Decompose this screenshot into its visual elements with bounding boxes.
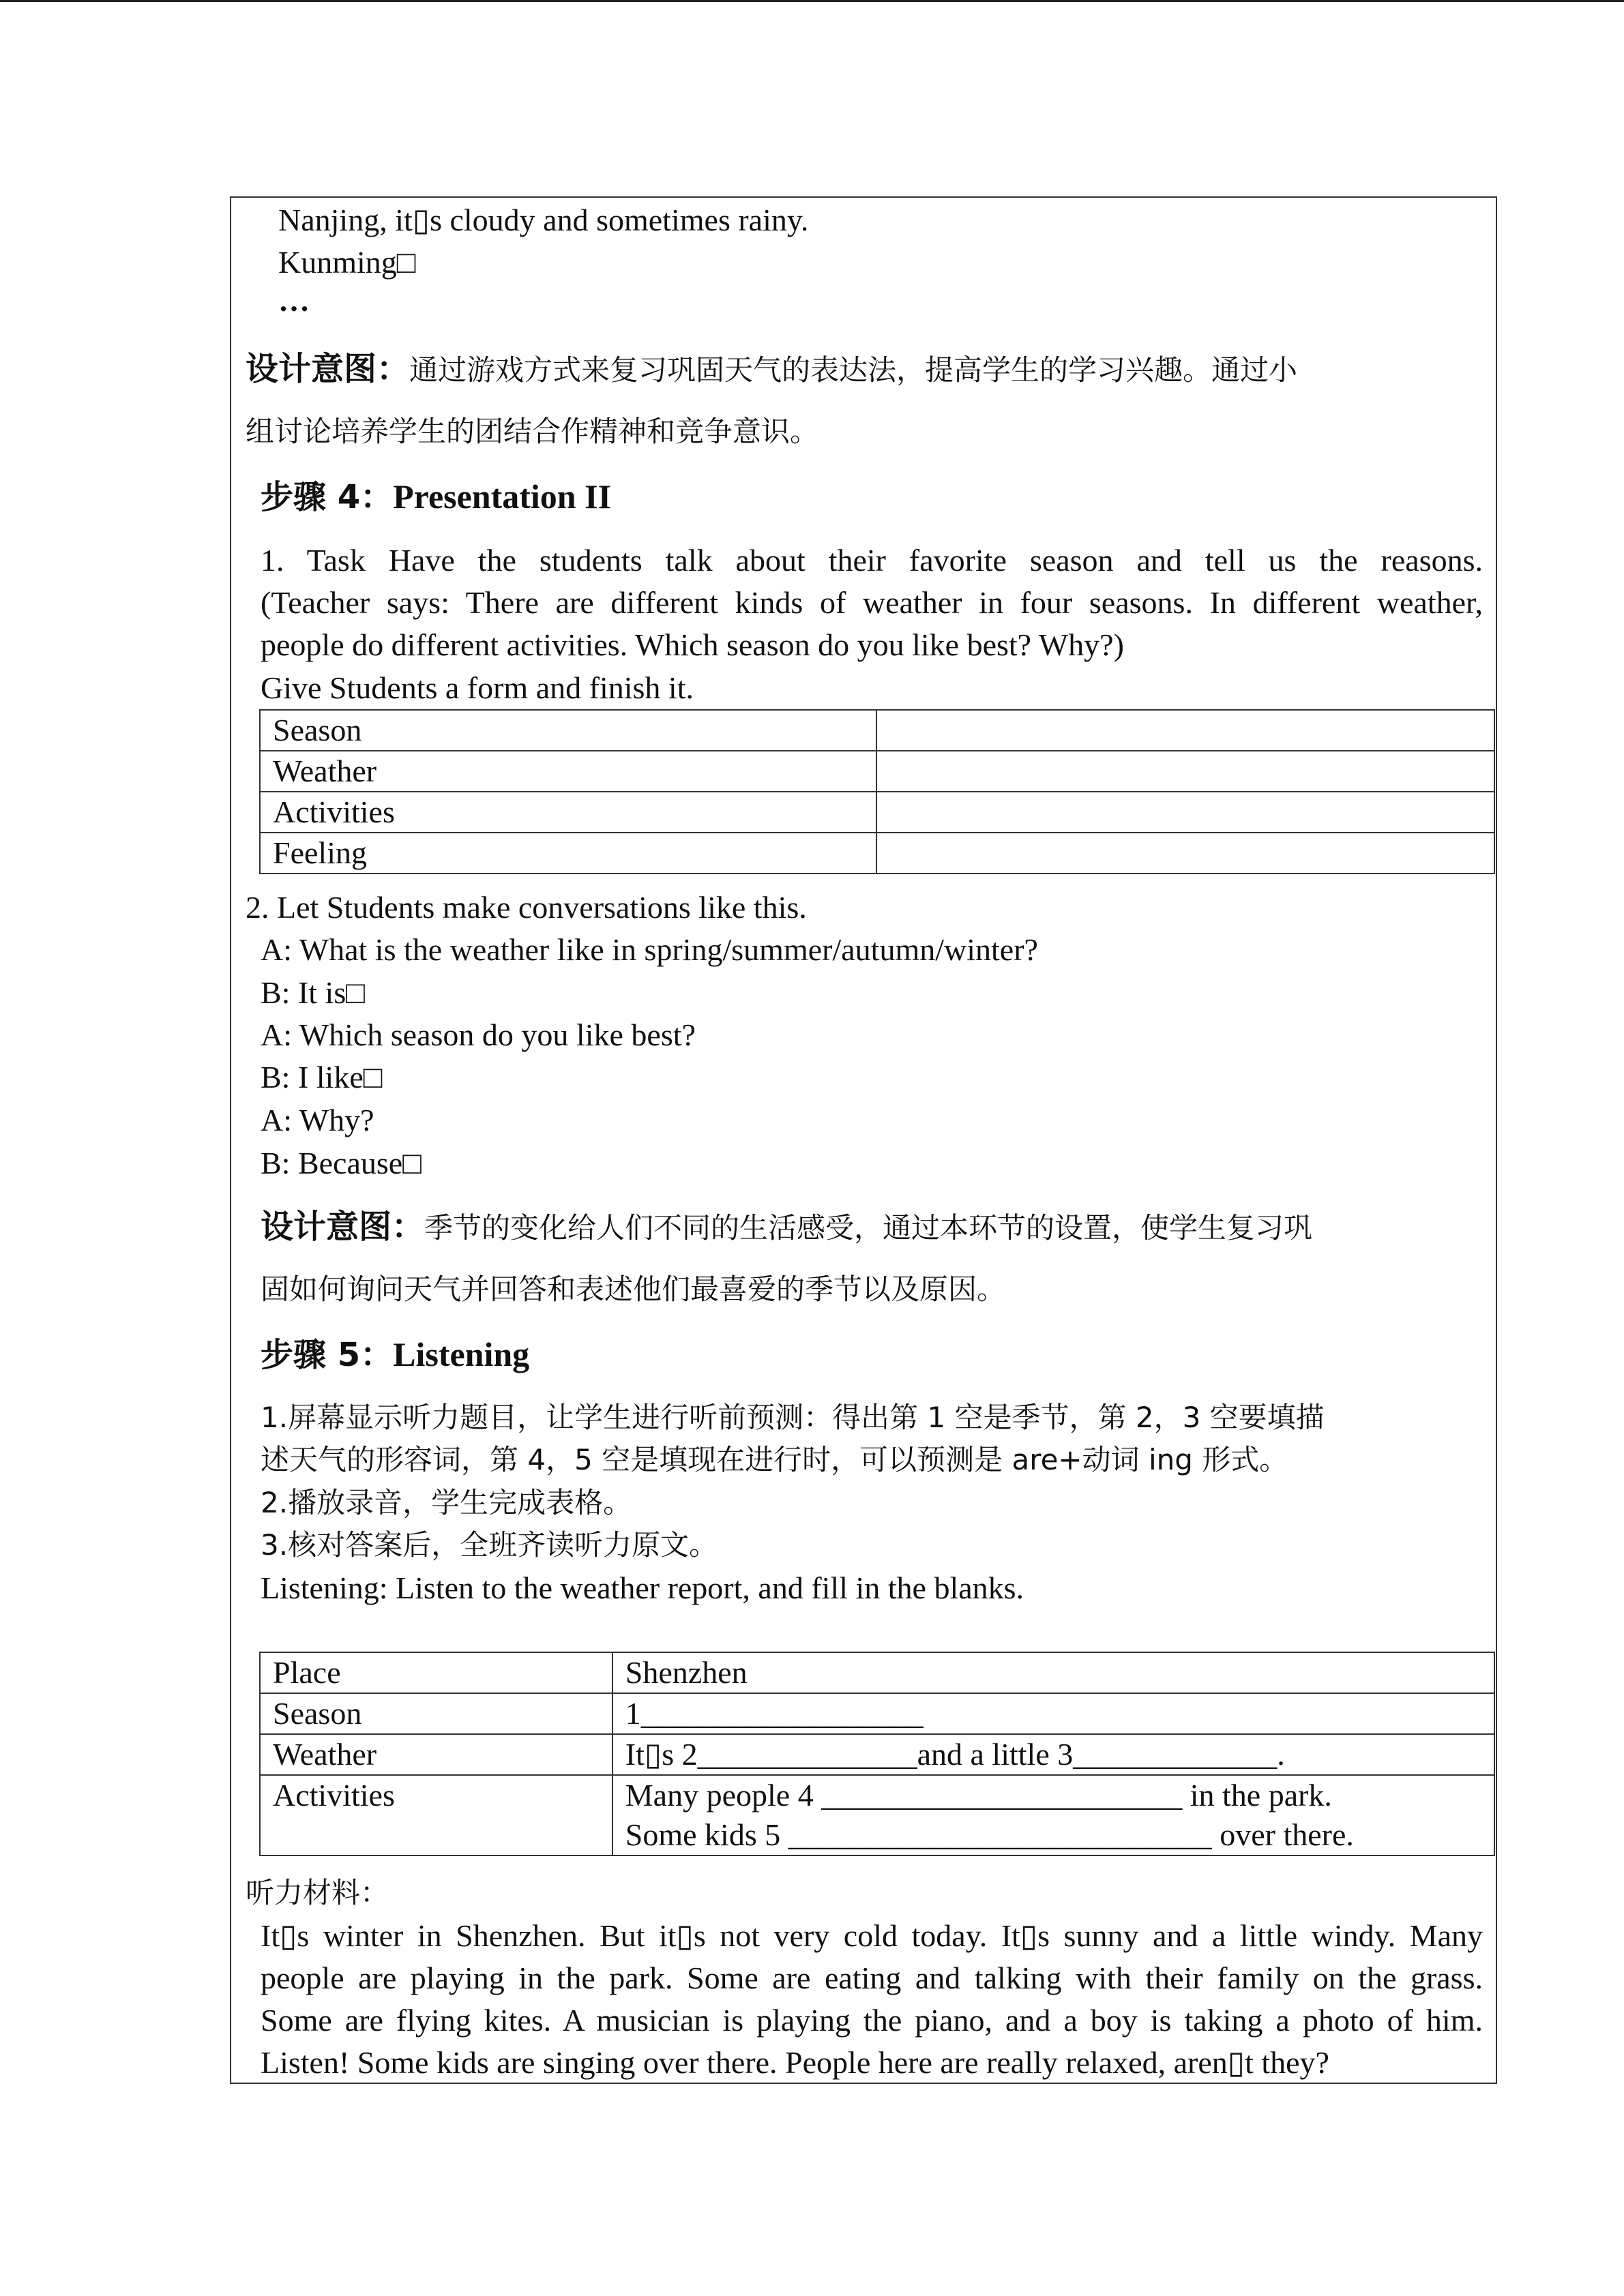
step5-step-line4: 3.核对答案后，全班齐读听力原文。	[261, 1528, 718, 1562]
table-row	[260, 1734, 1494, 1775]
material-line-2: people are playing in the park. Some are eating and talking with their family on the grass.	[261, 1960, 1483, 1995]
material-line-4: Listen! Some kids are singing over there. People here are really relaxed, aren▯t they?	[261, 2045, 1329, 2080]
form-blank-weather[interactable]	[876, 751, 1494, 792]
conversation-line-4: B: I like□	[261, 1060, 383, 1094]
conversation-line-3: A: Which season do you like best?	[261, 1017, 696, 1052]
step4-form-intro: Give Students a form and finish it.	[261, 670, 694, 705]
table-row	[260, 792, 1494, 833]
form-label-weather: Weather	[260, 751, 876, 792]
table-row	[260, 751, 1494, 792]
form-blank-activities[interactable]	[876, 792, 1494, 833]
intro-line-kunming: Kunming□	[278, 245, 416, 280]
form-label-feeling: Feeling	[260, 833, 876, 874]
design-intent-1-text1: 通过游戏方式来复习巩固天气的表达法，提高学生的学习兴趣。通过小	[409, 353, 1298, 387]
listening-table	[259, 1652, 1495, 1856]
table-row	[260, 833, 1494, 874]
step4-task-line3: people do different activities. Which season do you like best? Why?)	[261, 627, 1124, 662]
conversation-line-2: B: It is□	[261, 975, 366, 1010]
listening-label-place: Place	[260, 1652, 612, 1693]
conversation-line-1: A: What is the weather like in spring/summer/autumn/winter?	[261, 932, 1038, 967]
table-row	[260, 1652, 1494, 1693]
intro-line-ellipsis: …	[278, 283, 310, 318]
step5-step-line3: 2.播放录音，学生完成表格。	[261, 1486, 632, 1519]
material-line-1: It▯s winter in Shenzhen. But it▯s not very cold today. It▯s sunny and a little windy. Many	[261, 1918, 1483, 1953]
step5-heading-en: Listening	[393, 1335, 530, 1373]
design-intent-2-text1: 季节的变化给人们不同的生活感受，通过本环节的设置，使学生复习巩	[424, 1211, 1313, 1244]
design-intent-2-line2: 固如何询问天气并回答和表述他们最喜爱的季节以及原因。	[261, 1272, 1006, 1306]
material-line-3: Some are flying kites. A musician is playing the piano, and a boy is taking a photo of him.	[261, 2003, 1483, 2038]
step4-conversation-intro: 2. Let Students make conversations like this.	[246, 890, 807, 925]
step4-heading-en: Presentation II	[393, 477, 612, 516]
table-row	[260, 1775, 1494, 1855]
step4-task-line2: (Teacher says: There are different kinds of weather in four seasons. In different weather,	[261, 585, 1483, 620]
form-blank-feeling[interactable]	[876, 833, 1494, 874]
listening-label-season: Season	[260, 1693, 612, 1734]
page-top-rule	[0, 0, 1624, 2]
form-label-activities: Activities	[260, 792, 876, 833]
step5-heading-cn: 步骤 5：	[261, 1336, 394, 1374]
form-blank-season[interactable]	[876, 710, 1494, 751]
step5-step-line2: 述天气的形容词，第 4，5 空是填现在进行时，可以预测是 are+动词 ing 形式。	[261, 1443, 1288, 1476]
design-intent-2-line1	[261, 1207, 1312, 1248]
form-label-season: Season	[260, 710, 876, 751]
step5-heading	[261, 1335, 529, 1375]
step4-task-line1: 1. Task Have the students talk about their favorite season and tell us the reasons.	[261, 543, 1483, 578]
design-intent-1-line1	[246, 349, 1297, 390]
listening-value-place: Shenzhen	[612, 1652, 1494, 1693]
listening-blank-weather[interactable]: It▯s 2______________and a little 3_____________.	[612, 1734, 1494, 1775]
conversation-line-5: A: Why?	[261, 1103, 374, 1137]
table-row	[260, 710, 1494, 751]
activities-line-2: Some kids 5 ___________________________ over there.	[625, 1817, 1354, 1852]
material-label: 听力材料：	[246, 1876, 389, 1909]
design-intent-1-line2: 组讨论培养学生的团结合作精神和竞争意识。	[246, 415, 819, 448]
design-intent-2-label: 设计意图：	[261, 1208, 425, 1246]
listening-blank-season[interactable]: 1__________________	[612, 1693, 1494, 1734]
step4-heading-cn: 步骤 4：	[261, 478, 394, 516]
step4-heading	[261, 477, 611, 518]
listening-blank-activities[interactable]	[612, 1775, 1494, 1855]
step5-step-line1: 1.屏幕显示听力题目，让学生进行听前预测：得出第 1 空是季节，第 2，3 空要填描	[261, 1401, 1325, 1434]
intro-line-nanjing: Nanjing, it▯s cloudy and sometimes rainy.	[278, 203, 809, 237]
activities-line-1: Many people 4 _______________________ in the park.	[625, 1778, 1332, 1813]
season-form-table	[259, 709, 1495, 874]
listening-intro: Listening: Listen to the weather report, and fill in the blanks.	[261, 1570, 1024, 1605]
listening-label-weather: Weather	[260, 1734, 612, 1775]
listening-label-activities: Activities	[260, 1775, 612, 1855]
table-row	[260, 1693, 1494, 1734]
conversation-line-6: B: Because□	[261, 1146, 422, 1180]
design-intent-1-label: 设计意图：	[246, 350, 410, 388]
